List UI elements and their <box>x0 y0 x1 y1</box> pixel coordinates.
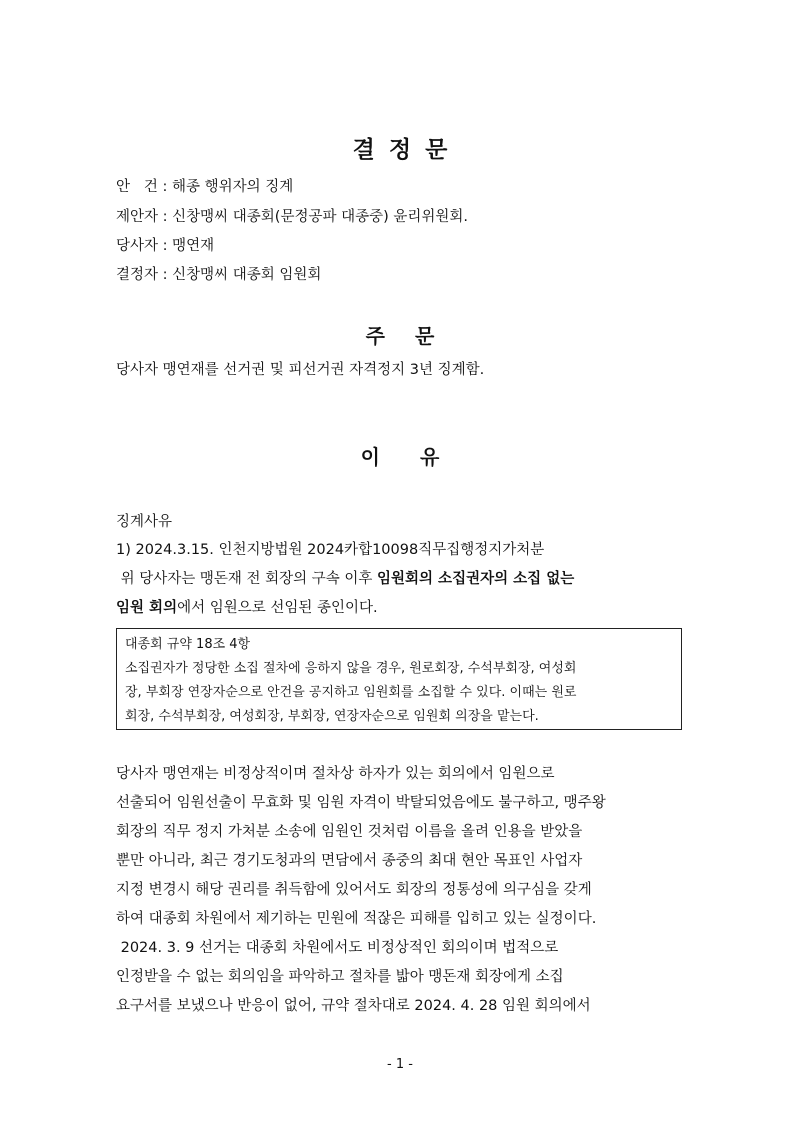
info-party <box>116 234 214 255</box>
info-party-label: 당사자 <box>116 238 159 254</box>
reason-line-3-bold: 임원 회의 <box>116 600 178 616</box>
paragraph-line: 뿐만 아니라, 최근 경기도청과의 면담에서 종중의 최대 현안 목표인 사업자 <box>116 853 583 869</box>
order-text: 당사자 맹연재를 선거권 및 피선거권 자격정지 3년 징계함. <box>116 362 485 378</box>
reason-line-3 <box>116 596 378 617</box>
paragraph-line: 당사자 맹연재는 비정상적이며 절차상 하자가 있는 회의에서 임원으로 <box>116 766 555 782</box>
rule-box-line: 회장, 수석부회장, 여성회장, 부회장, 연장자순으로 임원회 의장을 맡는다. <box>125 709 539 724</box>
paragraph-line: 인정받을 수 없는 회의임을 파악하고 절차를 밟아 맹돈재 회장에게 소집 <box>116 969 564 985</box>
paragraph-line: 요구서를 보냈으나 반응이 없어, 규약 절차대로 2024. 4. 28 임원 회의에서 <box>116 998 591 1014</box>
reason-line-2-bold: 임원회의 소집권자의 소집 없는 <box>376 571 575 587</box>
rule-box-title: 대종회 규약 18조 4항 <box>125 637 251 652</box>
paragraph-line: 선출되어 임원선출이 무효화 및 임원 자격이 박탈되었음에도 불구하고, 맹주왕 <box>116 795 606 811</box>
reason-heading: 이유 <box>360 445 480 469</box>
paragraph-line: 회장의 직무 정지 가처분 소송에 임원인 것처럼 이름을 올려 인용을 받았을 <box>116 824 583 840</box>
order-heading: 주문 <box>365 324 465 348</box>
reason-line-2 <box>116 567 574 588</box>
reason-subheading: 징계사유 <box>116 514 173 530</box>
info-case-value: 해종 행위자의 징계 <box>171 179 294 195</box>
reason-item-1: 1) 2024.3.15. 인천지방법원 2024카합10098직무집행정지가처분 <box>116 542 545 558</box>
info-separator: : <box>158 209 173 225</box>
paragraph-line: 하여 대종회 차원에서 제기하는 민원에 적잖은 피해를 입히고 있는 실정이다. <box>116 911 597 927</box>
info-case-label: 안 건 <box>116 179 158 195</box>
page-number: - 1 - <box>387 1057 413 1072</box>
reason-line-3-text: 에서 임원으로 선임된 종인이다. <box>177 600 378 616</box>
info-decider-label: 결정자 <box>116 267 159 283</box>
paragraph-line: 지정 변경시 해당 권리를 취득함에 있어서도 회장의 정통성에 의구심을 갖게 <box>116 882 592 898</box>
info-decider-value: 신창맹씨 대종회 임원회 <box>172 267 322 283</box>
info-separator: : <box>158 267 173 283</box>
paragraph-line: 2024. 3. 9 선거는 대종회 차원에서도 비정상적인 회의이며 법적으로 <box>116 940 559 956</box>
reason-line-2-text: 위 당사자는 맹돈재 전 회장의 구속 이후 <box>116 571 377 587</box>
info-separator: : <box>158 238 173 254</box>
info-decider <box>116 263 321 284</box>
info-separator: : <box>157 179 172 195</box>
info-party-value: 맹연재 <box>172 238 215 254</box>
document-title: 결정문 <box>352 137 462 163</box>
info-proposer <box>116 205 468 226</box>
rule-box-line: 장, 부회장 연장자순으로 안건을 공지하고 임원회를 소집할 수 있다. 이때는 원로 <box>125 685 577 700</box>
info-proposer-value: 신창맹씨 대종회(문정공파 대종중) 윤리위원회. <box>172 209 469 225</box>
rule-box-line: 소집권자가 정당한 소집 절차에 응하지 않을 경우, 원로회장, 수석부회장, 여성회 <box>125 661 577 676</box>
info-proposer-label: 제안자 <box>116 209 159 225</box>
rule-box <box>116 628 682 730</box>
info-case <box>116 175 293 196</box>
